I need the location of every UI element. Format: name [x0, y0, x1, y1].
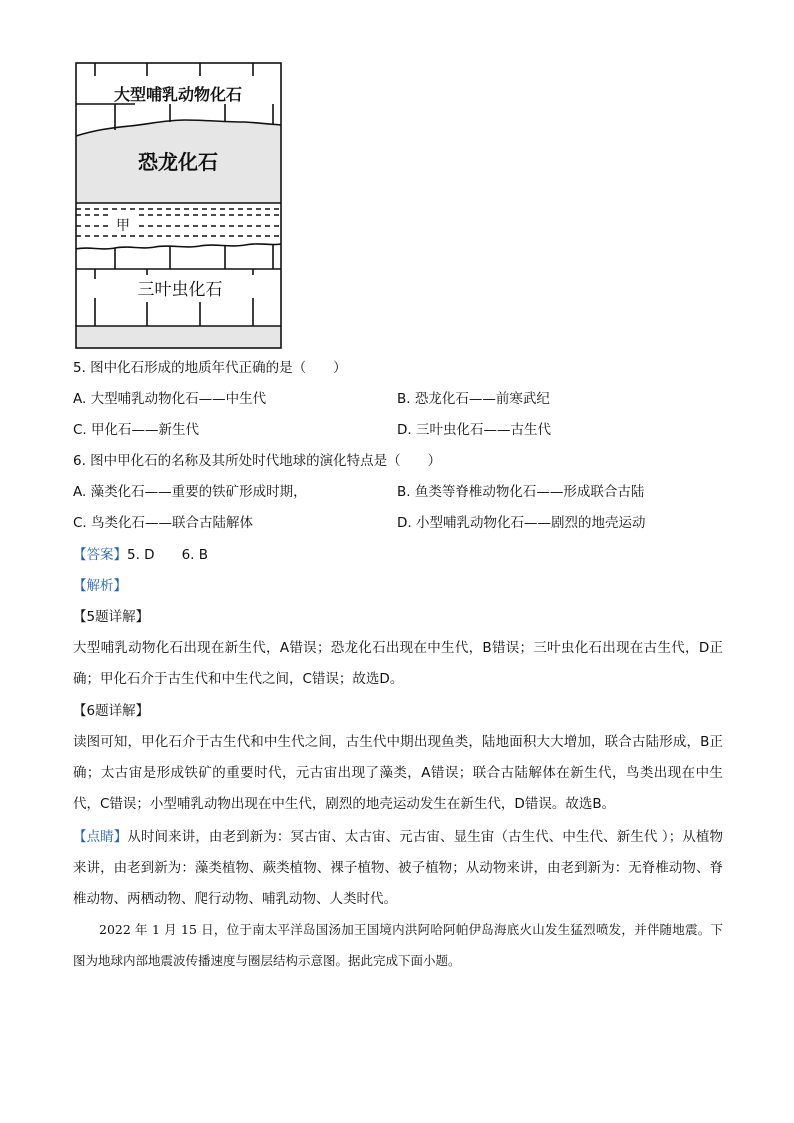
tip-block	[73, 822, 723, 915]
detail6-text: 读图可知，甲化石介于古生代和中生代之间，古生代中期出现鱼类，陆地面积大大增加，联合古陆形成，B正确；太古宙是形成铁矿的重要时代，元古宙出现了藻类，A错误；联合古陆解体在新生代，鸟类出现在中生代，C错误；小型哺乳动物出现在中生代，剧烈的地壳运动发生在新生代，D错误。故选B。	[73, 734, 723, 812]
q6-option-c: C. 鸟类化石——联合古陆解体	[73, 515, 254, 531]
q5-option-c: C. 甲化石——新生代	[73, 422, 200, 438]
layer-dinosaur-label: 恐龙化石	[138, 150, 218, 174]
q5-option-b: B. 恐龙化石——前寒武纪	[397, 391, 550, 407]
q6-stem: 6. 图中甲化石的名称及其所处时代地球的演化特点是（ ）	[73, 453, 442, 469]
bottom-band	[76, 326, 281, 348]
detail5-text: 大型哺乳动物化石出现在新生代，A错误；恐龙化石出现在中生代，B错误；三叶虫化石出现在古生代，D正确；甲化石介于古生代和中生代之间，C错误；故选D。	[73, 640, 723, 687]
q5-option-a: A. 大型哺乳动物化石——中生代	[73, 391, 267, 407]
answer-line	[73, 545, 208, 565]
answer-value: 5. D 6. B	[127, 547, 208, 563]
tip-text: 从时间来讲，由老到新为：冥古宙、太古宙、元古宙、显生宙（古生代、中生代、新生代 ）；从植物来讲，由老到新为：藻类植物、蕨类植物、裸子植物、被子植物；从动物来讲，由老到新为：无脊椎动物、脊椎动物、两栖动物、爬行动物、哺乳动物、人类时代。	[73, 829, 723, 907]
analysis-label: 【解析】	[73, 578, 127, 594]
layer-jia-label: 甲	[116, 218, 130, 234]
next-question-intro: 2022 年 1 月 15 日，位于南太平洋岛国汤加王国境内洪阿哈阿帕伊岛海底火山发生猛烈喷发，并伴随地震。下图为地球内部地震波传播速度与圈层结构示意图。据此完成下面小题。	[73, 922, 723, 968]
layer-bottom-label: 三叶虫化石	[137, 280, 223, 300]
answer-label: 【答案】	[73, 547, 127, 563]
q5-stem: 5. 图中化石形成的地质年代正确的是（ ）	[73, 360, 347, 376]
q5-option-d: D. 三叶虫化石——古生代	[397, 422, 551, 438]
q6-option-a: A. 藻类化石——重要的铁矿形成时期，	[73, 484, 307, 500]
tip-label: 【点睛】	[73, 829, 128, 845]
layer-top-label: 大型哺乳动物化石	[113, 85, 243, 104]
q6-option-b: B. 鱼类等脊椎动物化石——形成联合古陆	[397, 484, 645, 500]
detail5-label: 【5题详解】	[73, 609, 150, 625]
strata-figure	[75, 62, 282, 349]
q6-option-d: D. 小型哺乳动物化石——剧烈的地壳运动	[397, 515, 646, 531]
detail6-label: 【6题详解】	[73, 703, 150, 719]
